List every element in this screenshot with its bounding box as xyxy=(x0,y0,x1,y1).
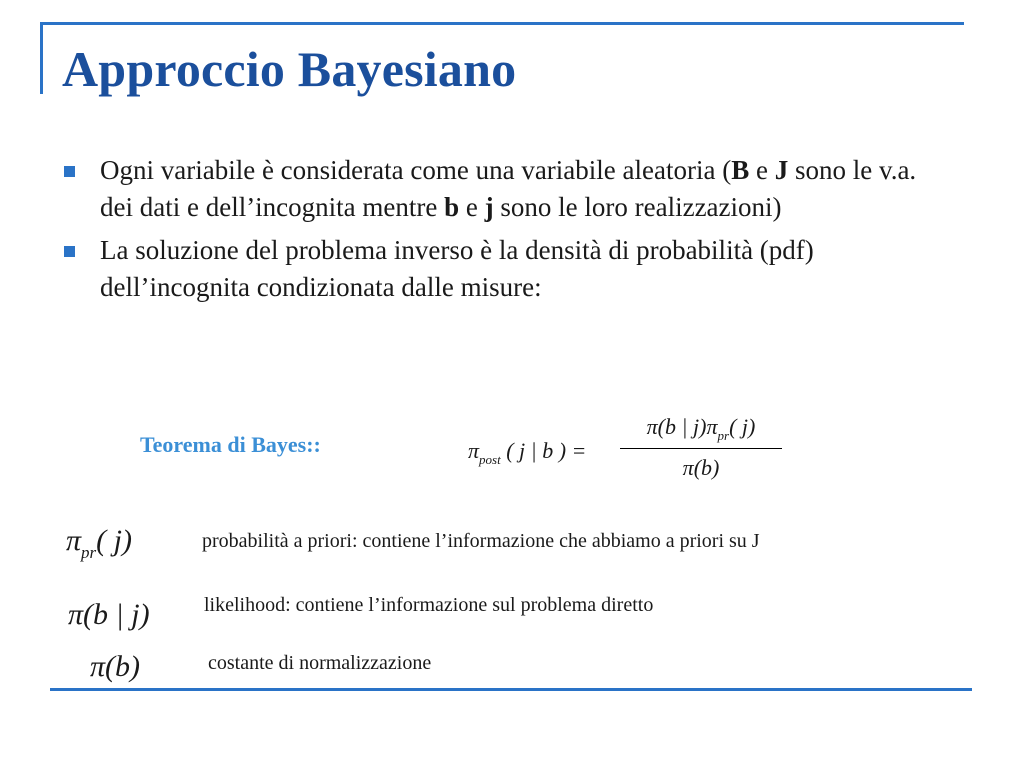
fraction-bar xyxy=(620,448,782,449)
slide-title: Approccio Bayesiano xyxy=(62,41,517,97)
bullet-list xyxy=(62,152,942,312)
formula-fraction xyxy=(620,414,782,481)
formula-denominator: π(b) xyxy=(682,455,720,480)
term-normalization-description: costante di normalizzazione xyxy=(208,652,432,674)
bullet-item-variables: Ogni variabile è considerata come una variabile aleatoria (B e J sono le v.a. dei dati e dell’incognita mentre b e j sono le loro realizzazioni) xyxy=(62,152,942,226)
bullet-square-icon xyxy=(64,166,75,177)
term-prior-description: probabilità a priori: contiene l’informazione che abbiamo a priori su J xyxy=(202,530,760,552)
frame-vertical-rule xyxy=(40,22,43,94)
formula-lhs: $\pi_{post}$ ( j | b ) = xyxy=(468,438,587,467)
term-prior: $\pi_{pr}$( j) xyxy=(66,524,132,562)
term-normalization: π(b) xyxy=(90,650,141,683)
bottom-rule xyxy=(50,688,972,691)
bullet-item-solution: La soluzione del problema inverso è la densità di probabilità (pdf) dell’incognita condizionata dalle misure: xyxy=(62,232,942,306)
term-likelihood: π(b | j) xyxy=(68,598,150,631)
formula-numerator: π(b | $j)\pi_{pr}$( j) xyxy=(646,414,756,443)
term-likelihood-description: likelihood: contiene l’informazione sul problema diretto xyxy=(204,594,654,616)
bayes-theorem-label: Teorema di Bayes:: xyxy=(140,432,321,457)
frame-top-rule xyxy=(40,22,964,25)
bullet-square-icon xyxy=(64,246,75,257)
